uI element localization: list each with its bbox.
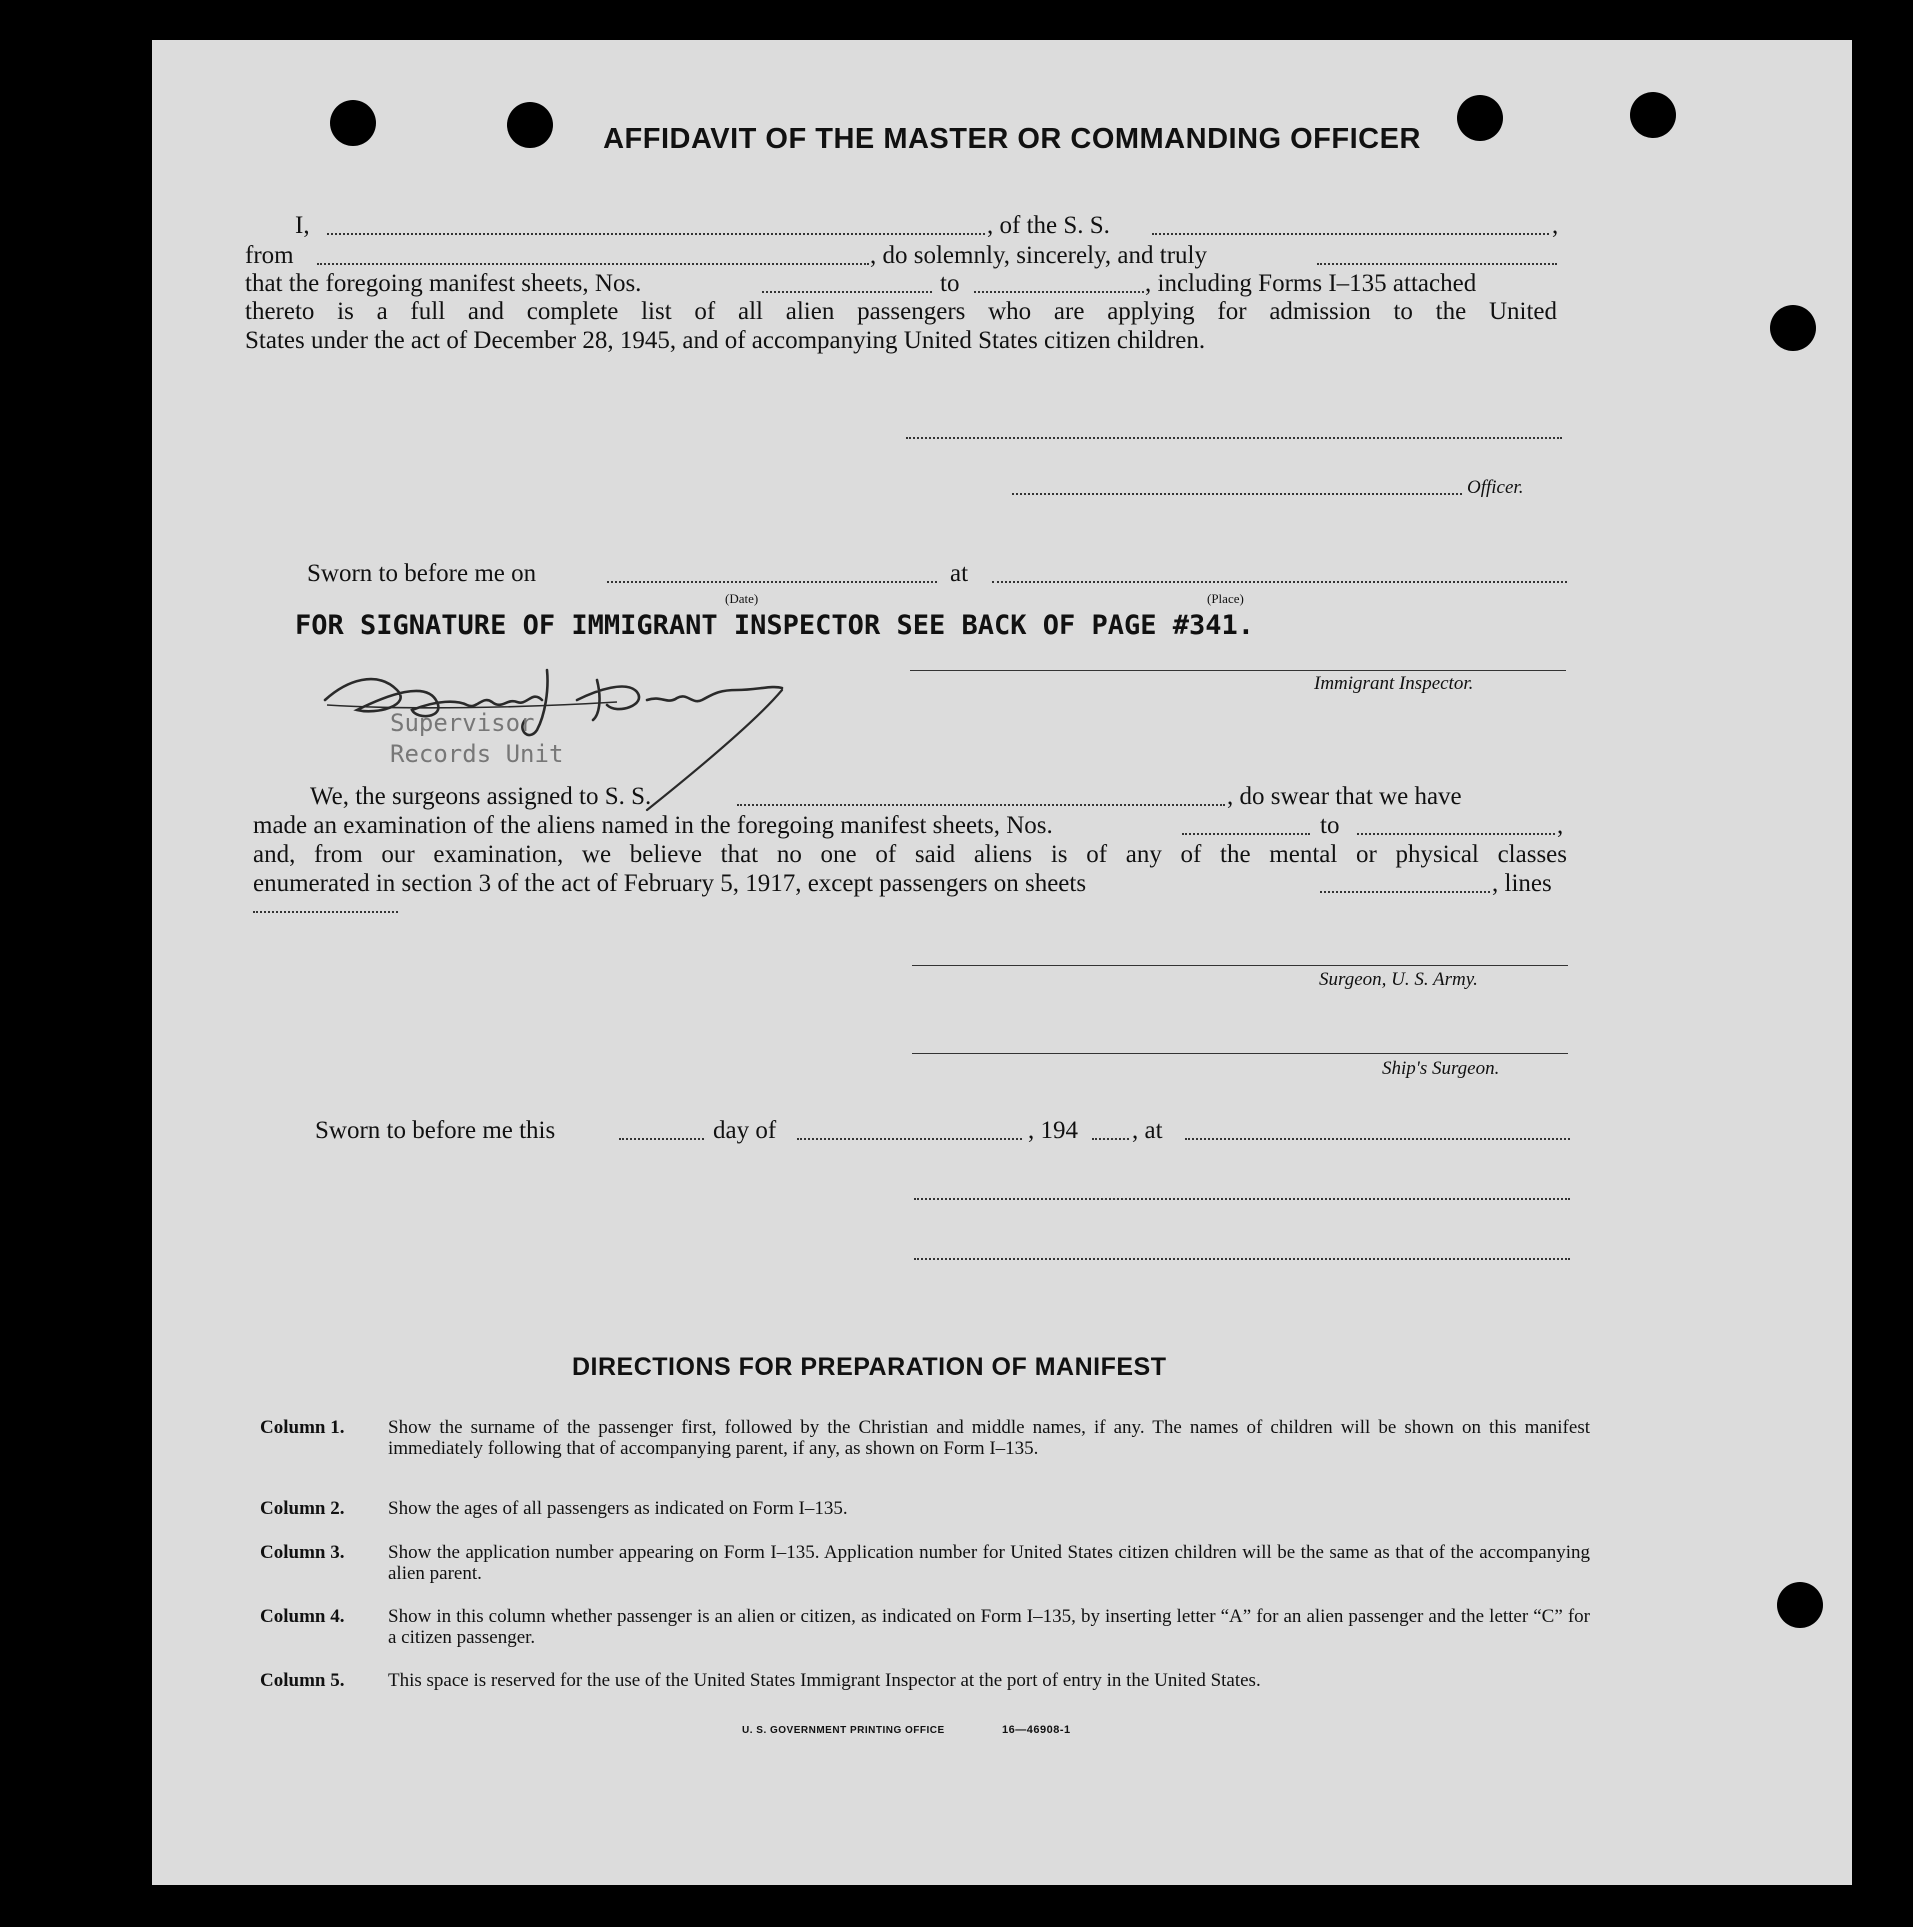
sworn-year-blank: [1092, 1138, 1129, 1140]
enumerated-section: enumerated in section 3 of the act of February 5, 1917, except passengers on sheets: [253, 870, 1087, 897]
master-line-5: States under the act of December 28, 1945, and of accompanying United States citizen children.: [245, 327, 1206, 354]
text-including: , including Forms I–135 attached: [1145, 270, 1477, 297]
direction-text: Show the surname of the passenger first, followed by the Christian and middle names, if any. The names of children will be shown on this manifest immediately following that of accompanying parent, if any, as shown on Form I–135.: [388, 1417, 1590, 1459]
manifest-to-blank: [974, 291, 1144, 293]
punch-hole: [1770, 305, 1816, 351]
ship-name-blank: [1152, 233, 1549, 235]
text-manifest-nos: that the foregoing manifest sheets, Nos.: [245, 270, 642, 297]
surgeon-to: to: [1320, 812, 1340, 839]
document-page: [152, 40, 1852, 1885]
surgeons-assigned: We, the surgeons assigned to S. S.: [310, 783, 652, 810]
directions-title: DIRECTIONS FOR PREPARATION OF MANIFEST: [572, 1353, 1167, 1381]
text-to: to: [940, 270, 960, 297]
direction-column-label: Column 2.: [260, 1498, 345, 1519]
surgeons-line-3: and, from our examination, we believe that no one of said aliens is of any of the mental or physical classes: [253, 841, 1567, 868]
sworn-signature-line-1: [914, 1198, 1570, 1200]
sworn-before-this: Sworn to before me this: [315, 1117, 556, 1144]
text-from: from: [245, 242, 294, 269]
officer-label: Officer.: [1467, 477, 1524, 498]
affidavit-title: AFFIDAVIT OF THE MASTER OR COMMANDING OFFICER: [603, 123, 1421, 155]
officer-signature-line: [906, 437, 1562, 439]
inspector-signature-line: [910, 670, 1566, 671]
punch-hole: [1777, 1582, 1823, 1628]
sworn-place-blank: [992, 581, 1567, 583]
sworn-date-blank: [607, 581, 937, 583]
form-code: 16—46908-1: [1002, 1724, 1071, 1736]
army-surgeon-signature-line: [912, 965, 1568, 966]
surgeon-nos-to-blank: [1357, 833, 1555, 835]
text-i: I,: [295, 212, 310, 239]
text-solemnly: , do solemnly, sincerely, and truly: [870, 242, 1207, 269]
master-line-4: thereto is a full and complete list of all alien passengers who are applying for admission to the United: [245, 298, 1557, 325]
ship-surgeon-label: Ship's Surgeon.: [1382, 1058, 1500, 1079]
truly-blank: [1317, 263, 1557, 265]
direction-column-label: Column 5.: [260, 1670, 345, 1691]
surgeon-nos-from-blank: [1182, 833, 1310, 835]
date-caption: (Date): [725, 591, 759, 606]
sworn-at-blank: [1185, 1138, 1570, 1140]
text-at: at: [950, 560, 969, 587]
sworn-before-on: Sworn to before me on: [307, 560, 537, 587]
lines-blank: [253, 911, 398, 913]
text-day-of: day of: [713, 1117, 777, 1144]
surgeon-ship-blank: [737, 804, 1225, 806]
officer-signature-line-2: [1012, 493, 1462, 495]
direction-text: Show in this column whether passenger is an alien or citizen, as indicated on Form I–135, by inserting letter “A” for an alien passenger and the letter “C” for a citizen passenger.: [388, 1606, 1590, 1648]
inspector-stamp: FOR SIGNATURE OF IMMIGRANT INSPECTOR SEE BACK OF PAGE #341.: [295, 610, 1255, 641]
do-swear: , do swear that we have: [1227, 783, 1462, 810]
inspector-label: Immigrant Inspector.: [1314, 673, 1474, 694]
sworn-signature-line-2: [914, 1258, 1570, 1260]
sworn-month-blank: [797, 1138, 1022, 1140]
sworn-day-blank: [619, 1138, 704, 1140]
surgeon-comma: ,: [1557, 812, 1564, 839]
direction-column-label: Column 4.: [260, 1606, 345, 1627]
stamp-records-unit: Records Unit: [390, 740, 564, 768]
direction-text: This space is reserved for the use of the United States Immigrant Inspector at the port of entry in the United States.: [388, 1670, 1261, 1691]
text-comma-at: , at: [1132, 1117, 1163, 1144]
punch-hole: [1630, 92, 1676, 138]
direction-text: Show the application number appearing on Form I–135. Application number for United States citizen children will be the same as that of the accompanying alien parent.: [388, 1542, 1590, 1584]
text-lines: , lines: [1492, 870, 1552, 897]
stamp-supervisor: Supervisor: [390, 709, 535, 737]
from-port-blank: [317, 263, 869, 265]
except-sheets-blank: [1320, 891, 1490, 893]
text-comma: ,: [1552, 212, 1559, 239]
printer-imprint: U. S. GOVERNMENT PRINTING OFFICE: [742, 1725, 945, 1736]
ship-surgeon-signature-line: [912, 1053, 1568, 1054]
master-name-blank: [327, 233, 985, 235]
direction-column-label: Column 1.: [260, 1417, 345, 1438]
direction-column-label: Column 3.: [260, 1542, 345, 1563]
manifest-from-blank: [762, 291, 932, 293]
direction-text: Show the ages of all passengers as indicated on Form I–135.: [388, 1498, 848, 1519]
text-194: , 194: [1028, 1117, 1078, 1144]
surgeon-army-label: Surgeon, U. S. Army.: [1319, 969, 1478, 990]
place-caption: (Place): [1207, 591, 1244, 606]
punch-hole: [330, 100, 376, 146]
text-of-ss: , of the S. S.: [987, 212, 1110, 239]
made-examination: made an examination of the aliens named in the foregoing manifest sheets, Nos.: [253, 812, 1053, 839]
